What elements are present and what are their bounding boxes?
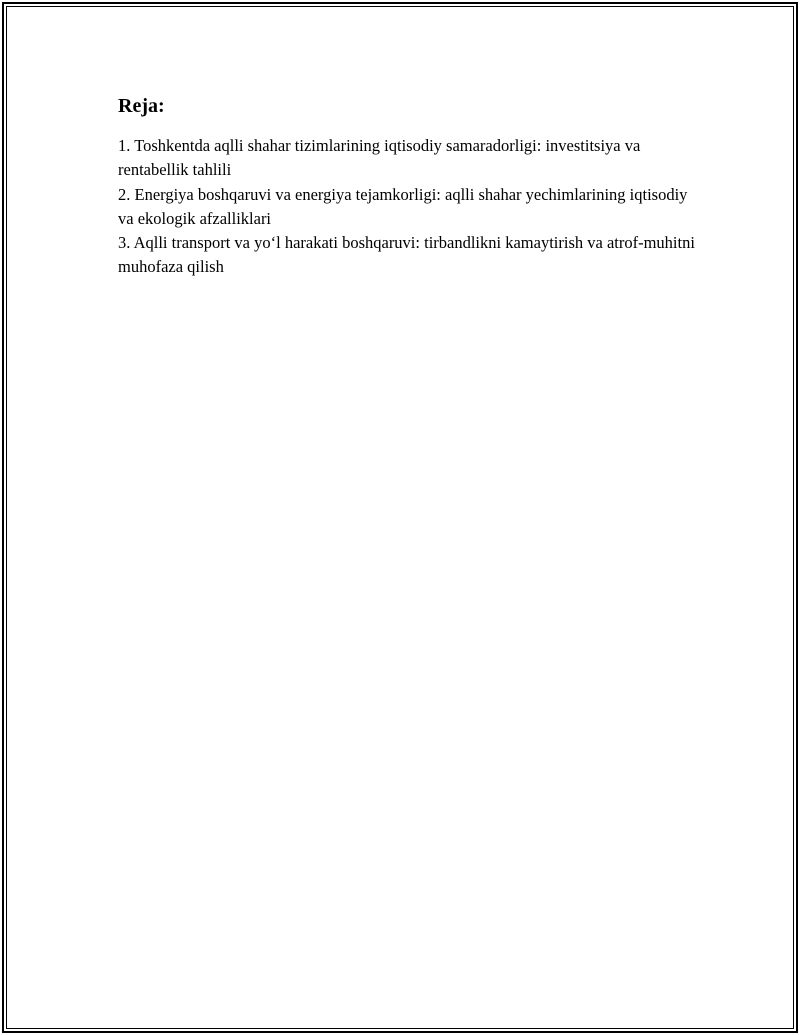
document-content (118, 94, 698, 280)
plan-item-3: 3. Aqlli transport va yo‘l harakati boshqaruvi: tirbandlikni kamaytirish va atrof-muhitni muhofaza qilish (118, 233, 695, 277)
plan-heading: Reja: (118, 95, 165, 117)
plan-item-2: 2. Energiya boshqaruvi va energiya tejamkorligi: aqlli shahar yechimlarining iqtisodiy va ekologik afzalliklari (118, 184, 688, 228)
plan-item-1: 1. Toshkentda aqlli shahar tizimlarining iqtisodiy samaradorligi: investitsiya va rentabellik tahlili (118, 136, 641, 180)
plan-list (118, 134, 698, 280)
